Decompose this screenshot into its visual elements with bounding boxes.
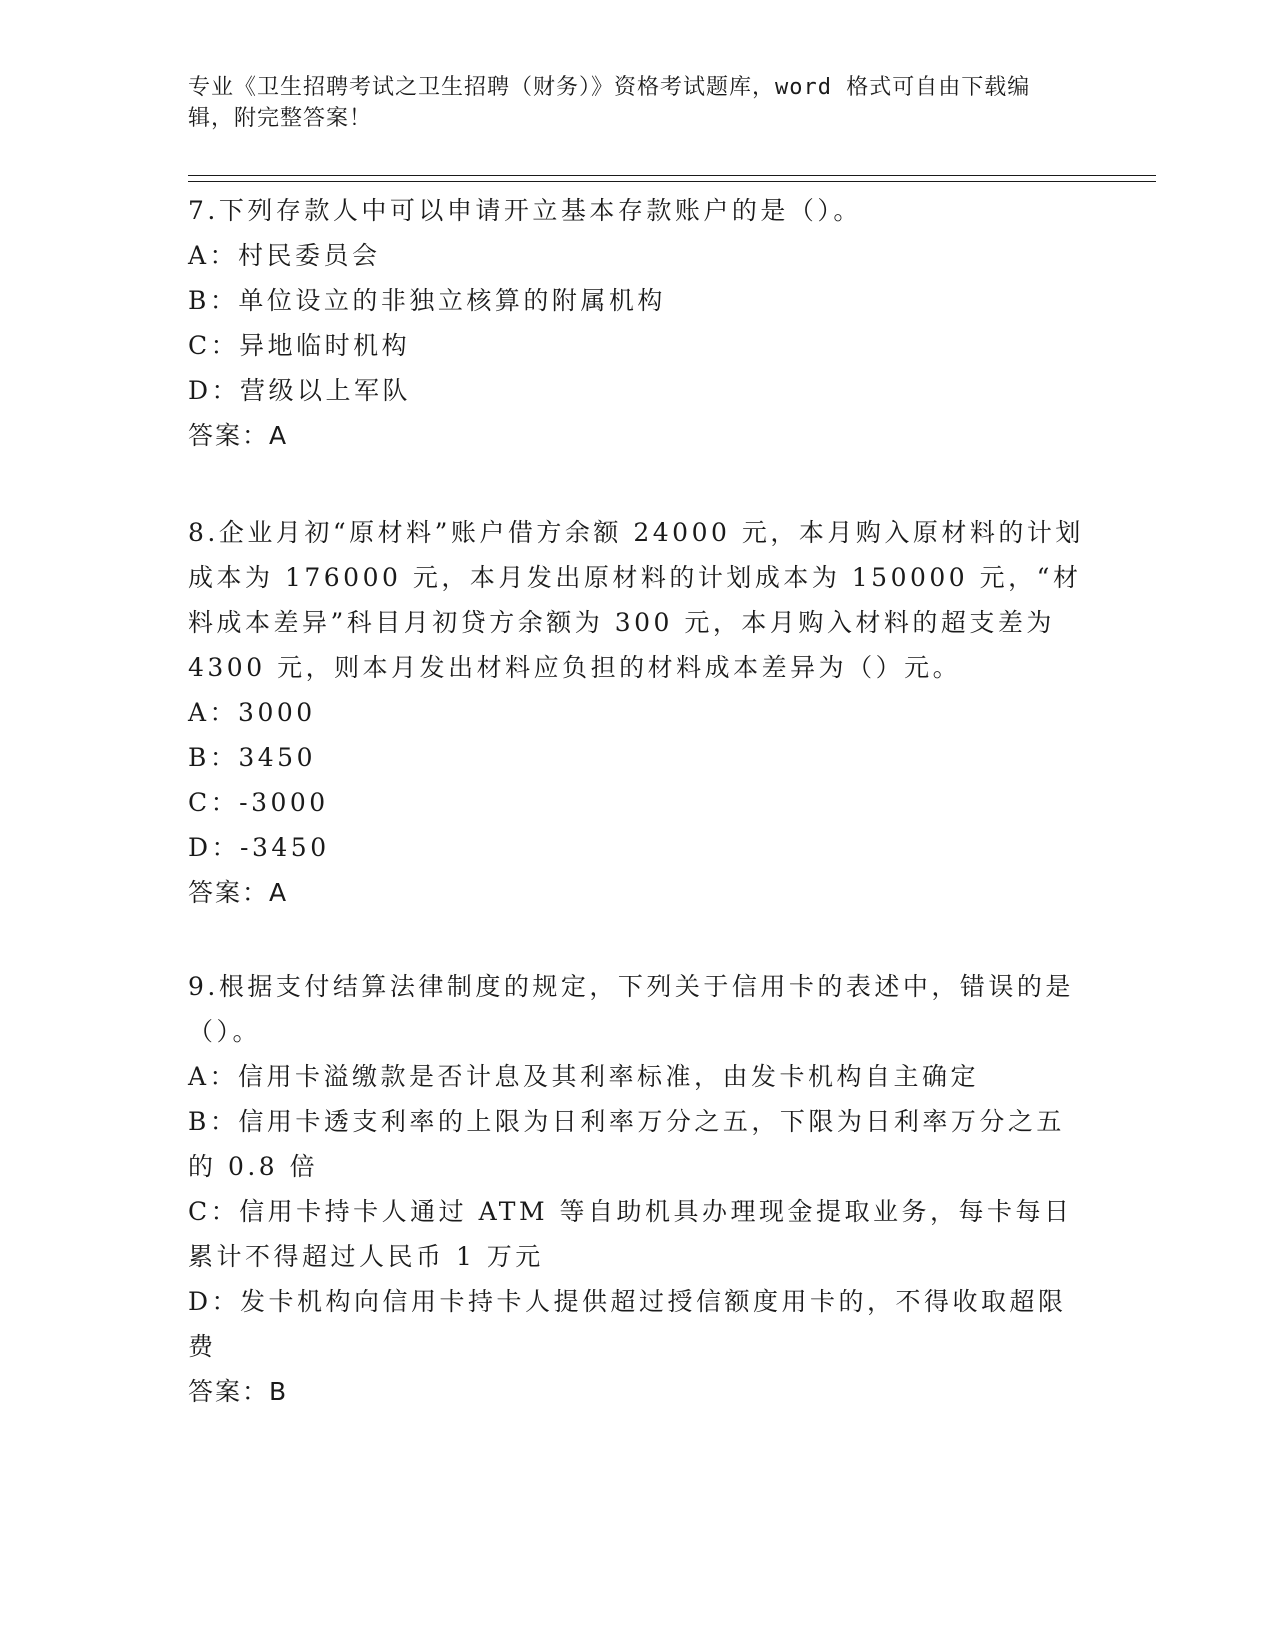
option-d: D：营级以上军队 xyxy=(188,376,412,405)
option-d: D：-3450 xyxy=(188,833,330,862)
option-d: D：发卡机构向信用卡持卡人提供超过授信额度用卡的，不得收取超限费 xyxy=(188,1287,1067,1361)
option-a: A：3000 xyxy=(188,698,316,727)
header-divider-top xyxy=(188,175,1156,176)
option-a: A：村民委员会 xyxy=(188,241,381,270)
question-stem: 9.根据支付结算法律制度的规定，下列关于信用卡的表述中，错误的是（）。 xyxy=(188,972,1074,1046)
question-stem: 7.下列存款人中可以申请开立基本存款账户的是（）。 xyxy=(188,196,862,225)
option-c: C：信用卡持卡人通过 ATM 等自助机具办理现金提取业务，每卡每日累计不得超过人民币 1 万元 xyxy=(188,1197,1073,1271)
question-7 xyxy=(188,188,1088,458)
document-header: 专业《卫生招聘考试之卫生招聘（财务）》资格考试题库，word 格式可自由下载编辑，附完整答案！ xyxy=(188,75,1031,131)
option-b: B：3450 xyxy=(188,743,316,772)
question-9 xyxy=(188,964,1088,1414)
answer: 答案：A xyxy=(188,421,289,450)
answer: 答案：B xyxy=(188,1377,289,1406)
header-divider-bottom xyxy=(188,181,1156,182)
option-c: C：-3000 xyxy=(188,788,329,817)
option-c: C：异地临时机构 xyxy=(188,331,411,360)
option-b: B：信用卡透支利率的上限为日利率万分之五，下限为日利率万分之五的 0.8 倍 xyxy=(188,1107,1065,1181)
option-a: A：信用卡溢缴款是否计息及其利率标准，由发卡机构自主确定 xyxy=(188,1062,980,1091)
question-stem: 8.企业月初“原材料”账户借方余额 24000 元，本月购入原材料的计划成本为 176000 元，本月发出原材料的计划成本为 150000 元，“材料成本差异”科目月初贷方余额为 300 元，本月购入材料的超支差为 4300 元，则本月发出材料应负担的材料成本差异为（）元。 xyxy=(188,518,1084,682)
question-8 xyxy=(188,510,1088,915)
answer: 答案：A xyxy=(188,878,289,907)
option-b: B：单位设立的非独立核算的附属机构 xyxy=(188,286,666,315)
